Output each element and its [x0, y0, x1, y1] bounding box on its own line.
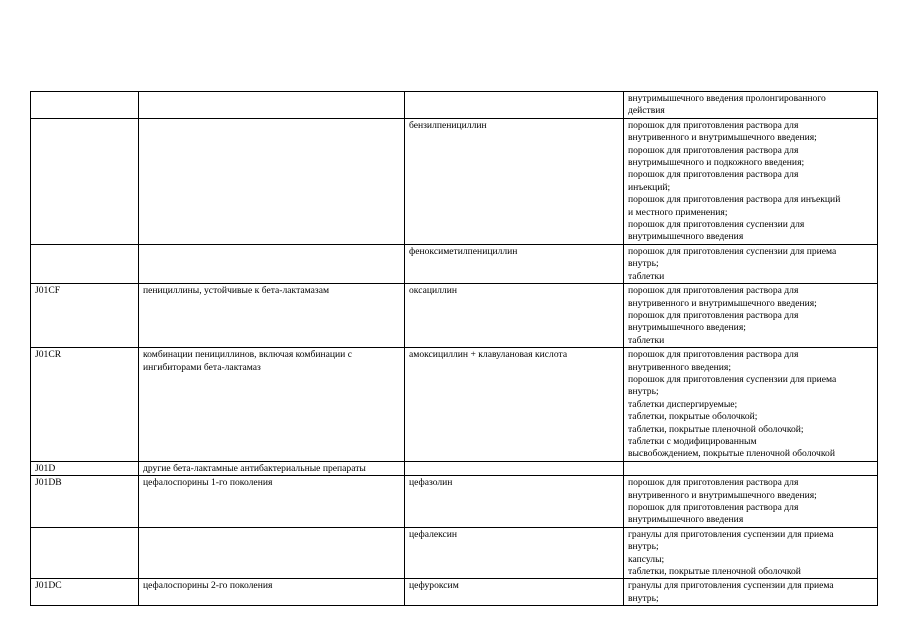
drug-name-cell [405, 284, 624, 348]
dosage-form-line: внутрь; [628, 386, 659, 398]
anatomical-therapeutic-group-cell [139, 476, 405, 528]
atc-code-cell [31, 284, 139, 348]
dosage-forms-cell [624, 92, 878, 119]
atc-code-cell [31, 92, 139, 119]
atc-code-cell [31, 461, 139, 475]
dosage-form-line: внутримышечного введения [628, 231, 744, 243]
atc-code-cell [31, 118, 139, 244]
table-row [31, 92, 878, 119]
dosage-form-line: действия [628, 105, 665, 117]
drug-name-cell [405, 527, 624, 579]
group-text-line: ингибиторами бета-лактамаз [143, 361, 261, 373]
atc-code-cell [31, 527, 139, 579]
drug-name-cell [405, 92, 624, 119]
dosage-form-line: порошок для приготовления раствора для [628, 349, 799, 361]
dosage-form-line: таблетки, покрытые оболочкой; [628, 411, 758, 423]
dosage-forms-cell [624, 348, 878, 462]
drug-name: цефазолин [409, 477, 453, 489]
atc-code: J01D [35, 462, 56, 474]
drug-name: бензилпенициллин [409, 119, 487, 131]
dosage-forms-cell [624, 284, 878, 348]
drug-name: цефалексин [409, 528, 458, 540]
dosage-form-line: инъекций; [628, 181, 671, 193]
dosage-form-line: порошок для приготовления суспензии для приема [628, 373, 837, 385]
dosage-form-line: внутримышечного и подкожного введения; [628, 157, 805, 169]
table-row [31, 579, 878, 606]
atc-code: J01DB [35, 477, 62, 489]
anatomical-therapeutic-group-cell [139, 284, 405, 348]
anatomical-therapeutic-group-cell [139, 244, 405, 283]
atc-code: J01CR [35, 349, 62, 361]
atc-code-cell [31, 579, 139, 606]
table-row [31, 118, 878, 244]
group-text-line: пенициллины, устойчивые к бета-лактамазам [143, 285, 330, 297]
dosage-form-line: таблетки, покрытые пленочной оболочкой [628, 566, 801, 578]
group-text-line: другие бета-лактамные антибактериальные препараты [143, 462, 366, 474]
drug-name: феноксиметилпенициллин [409, 245, 518, 257]
table-row [31, 244, 878, 283]
atc-code-cell [31, 244, 139, 283]
dosage-form-line: таблетки диспергируемые; [628, 398, 738, 410]
table-row [31, 284, 878, 348]
dosage-form-line: порошок для приготовления раствора для [628, 285, 799, 297]
dosage-form-line: гранулы для приготовления суспензии для приема [628, 528, 834, 540]
dosage-form-line: порошок для приготовления раствора для [628, 502, 799, 513]
drug-name: цефуроксим [409, 580, 459, 592]
dosage-form-line: порошок для приготовления суспензии для приема [628, 245, 837, 257]
table-row [31, 476, 878, 528]
drug-name-cell [405, 476, 624, 528]
dosage-forms-cell [624, 461, 878, 475]
dosage-form-line: внутривенного введения; [628, 361, 732, 373]
group-text-line: комбинации пенициллинов, включая комбинации с [143, 349, 352, 361]
atc-code: J01DC [35, 580, 62, 592]
anatomical-therapeutic-group-cell [139, 579, 405, 606]
dosage-form-line: порошок для приготовления раствора для инъекций [628, 194, 841, 206]
dosage-form-line: внутривенного и внутримышечного введения; [628, 132, 817, 144]
drug-name-cell [405, 244, 624, 283]
dosage-form-line: таблетки [628, 270, 665, 282]
dosage-form-line: внутрь; [628, 592, 659, 604]
drug-name: амоксициллин + клавулановая кислота [409, 349, 568, 361]
dosage-form-line: порошок для приготовления суспензии для [628, 219, 805, 231]
dosage-form-line: порошок для приготовления раствора для [628, 119, 799, 131]
group-text-line: цефалоспорины 1-го поколения [143, 477, 273, 489]
dosage-form-line: внутривенного и внутримышечного введения; [628, 489, 817, 501]
anatomical-therapeutic-group-cell [139, 118, 405, 244]
atc-code: J01CF [35, 285, 61, 297]
dosage-form-line: порошок для приготовления раствора для [628, 169, 799, 181]
dosage-form-line: внутрь; [628, 541, 659, 553]
drug-name-cell [405, 461, 624, 475]
dosage-forms-cell [624, 476, 878, 528]
table-body [31, 92, 878, 606]
table-row [31, 527, 878, 579]
dosage-forms-cell [624, 527, 878, 579]
dosage-form-line: внутривенного и внутримышечного введения; [628, 297, 817, 309]
anatomical-therapeutic-group-cell [139, 348, 405, 462]
dosage-form-line: внутримышечного введения; [628, 322, 746, 334]
dosage-forms-cell [624, 579, 878, 606]
drug-name-cell [405, 118, 624, 244]
anatomical-therapeutic-group-cell [139, 527, 405, 579]
dosage-form-line: таблетки с модифицированным [628, 435, 757, 447]
dosage-form-line: высвобождением, покрытые пленочной оболочкой [628, 448, 835, 460]
dosage-form-line: таблетки, покрытые пленочной оболочкой; [628, 423, 804, 435]
dosage-forms-cell [624, 244, 878, 283]
drug-name-cell [405, 348, 624, 462]
dosage-forms-cell [624, 118, 878, 244]
dosage-form-line: внутримышечного введения [628, 514, 744, 526]
atc-code-cell [31, 348, 139, 462]
anatomical-therapeutic-group-cell [139, 92, 405, 119]
dosage-form-line: порошок для приготовления раствора для [628, 309, 799, 321]
dosage-form-line: гранулы для приготовления суспензии для приема [628, 580, 834, 592]
dosage-form-line: порошок для приготовления раствора для [628, 477, 799, 489]
dosage-form-line: порошок для приготовления раствора для [628, 144, 799, 156]
table-row [31, 348, 878, 462]
dosage-form-line: внутрь; [628, 258, 659, 270]
dosage-form-line: таблетки [628, 334, 665, 346]
drug-classification-table [30, 91, 878, 606]
anatomical-therapeutic-group-cell [139, 461, 405, 475]
dosage-form-line: и местного применения; [628, 206, 728, 218]
group-text-line: цефалоспорины 2-го поколения [143, 580, 273, 592]
atc-code-cell [31, 476, 139, 528]
dosage-form-line: капсулы; [628, 553, 665, 565]
dosage-form-line: внутримышечного введения пролонгированного [628, 93, 826, 104]
table-row [31, 461, 878, 475]
drug-name: оксациллин [409, 285, 457, 297]
drug-name-cell [405, 579, 624, 606]
